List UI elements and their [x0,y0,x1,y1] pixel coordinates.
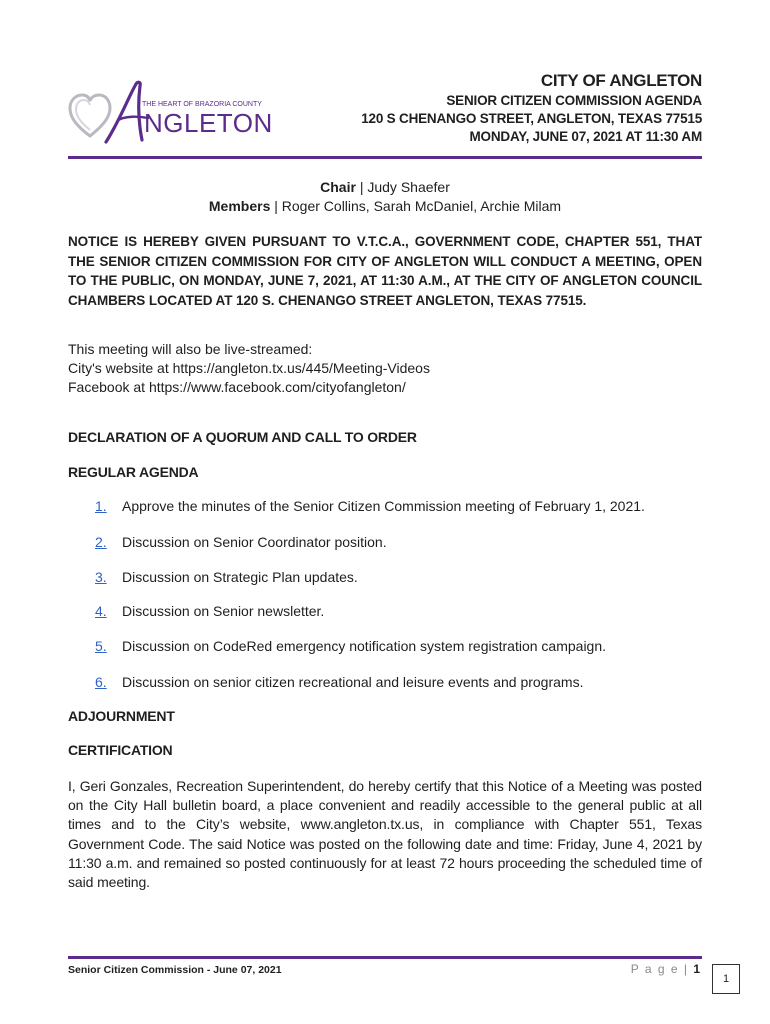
agenda-item [95,533,387,552]
chair-line [0,178,770,197]
agenda-item-text: Discussion on CodeRed emergency notification system registration campaign. [122,638,607,654]
livestream-info [68,340,702,397]
chair-label: Chair [320,179,356,195]
commission-officers [0,178,770,216]
agenda-item-number[interactable]: 6. [95,674,107,690]
heart-icon [70,95,110,136]
agenda-item-number[interactable]: 4. [95,603,107,619]
page-number: 1 [693,962,700,976]
agenda-item-text: Discussion on Senior newsletter. [122,603,325,619]
livestream-facebook[interactable]: Facebook at https://www.facebook.com/cityofangleton/ [68,379,406,395]
agenda-item-text: Discussion on Strategic Plan updates. [122,569,358,585]
agenda-item [95,568,358,587]
page-number-box: 1 [712,964,740,994]
section-regular-agenda: REGULAR AGENDA [68,464,199,480]
agenda-item-text: Discussion on senior citizen recreational and leisure events and programs. [122,674,584,690]
city-title: CITY OF ANGLETON [540,71,702,90]
logo-wordmark: NGLETON [144,108,273,138]
agenda-item-number[interactable]: 5. [95,638,107,654]
livestream-intro: This meeting will also be live-streamed: [68,341,313,357]
agenda-item-number[interactable]: 1. [95,498,107,514]
section-adjournment: ADJOURNMENT [68,708,175,724]
agenda-header [361,70,702,146]
agenda-item-text: Discussion on Senior Coordinator position. [122,534,387,550]
agenda-title: SENIOR CITIZEN COMMISSION AGENDA [446,93,702,108]
section-certification: CERTIFICATION [68,742,173,758]
footer-divider [68,956,702,959]
livestream-website[interactable]: City's website at https://angleton.tx.us/445/Meeting-Videos [68,360,430,376]
agenda-item-number[interactable]: 2. [95,534,107,550]
agenda-item [95,673,583,692]
city-logo [68,80,278,146]
meeting-address: 120 S CHENANGO STREET, ANGLETON, TEXAS 77515 [361,111,702,126]
footer-meeting-label: Senior Citizen Commission - June 07, 2021 [68,964,282,976]
footer-page-indicator [631,962,700,976]
members-value: | Roger Collins, Sarah McDaniel, Archie Milam [270,198,562,214]
certification-text: I, Geri Gonzales, Recreation Superintendent, do hereby certify that this Notice of a Meeting was posted on the City Hall bulletin board, a place convenient and readily accessible to the general public at all times and to the City’s website, www.angleton.tx.us, in compliance with Chapter 551, Texas Government Code. The said Notice was posted on the following date and time: Friday, June 4, 2021 by 11:30 a.m. and remained so posted continuously for at least 72 hours proceeding the scheduled time of said meeting. [68,778,702,891]
agenda-item [95,602,324,621]
header-divider [68,156,702,159]
meeting-datetime: MONDAY, JUNE 07, 2021 AT 11:30 AM [469,129,702,144]
members-line [0,197,770,216]
page-label: P a g e | [630,962,689,976]
agenda-item [95,637,606,656]
logo-tagline: THE HEART OF BRAZORIA COUNTY [142,101,262,108]
agenda-item-text: Approve the minutes of the Senior Citizen Commission meeting of February 1, 2021. [122,498,645,514]
chair-value: | Judy Shaefer [355,179,450,195]
members-label: Members [208,198,271,214]
logo-graphic [68,80,278,146]
agenda-item [95,497,645,516]
public-notice: NOTICE IS HEREBY GIVEN PURSUANT TO V.T.C.A., GOVERNMENT CODE, CHAPTER 551, THAT THE SENIOR CITIZEN COMMISSION FOR CITY OF ANGLETON WILL CONDUCT A MEETING, OPEN TO THE PUBLIC, ON MONDAY, JUNE 7, 2021, AT 11:30 A.M., AT THE CITY OF ANGLETON COUNCIL CHAMBERS LOCATED AT 120 S. CHENANGO STREET ANGLETON, TEXAS 77515. [68,234,702,308]
section-quorum: DECLARATION OF A QUORUM AND CALL TO ORDER [68,429,417,445]
agenda-item-number[interactable]: 3. [95,569,107,585]
